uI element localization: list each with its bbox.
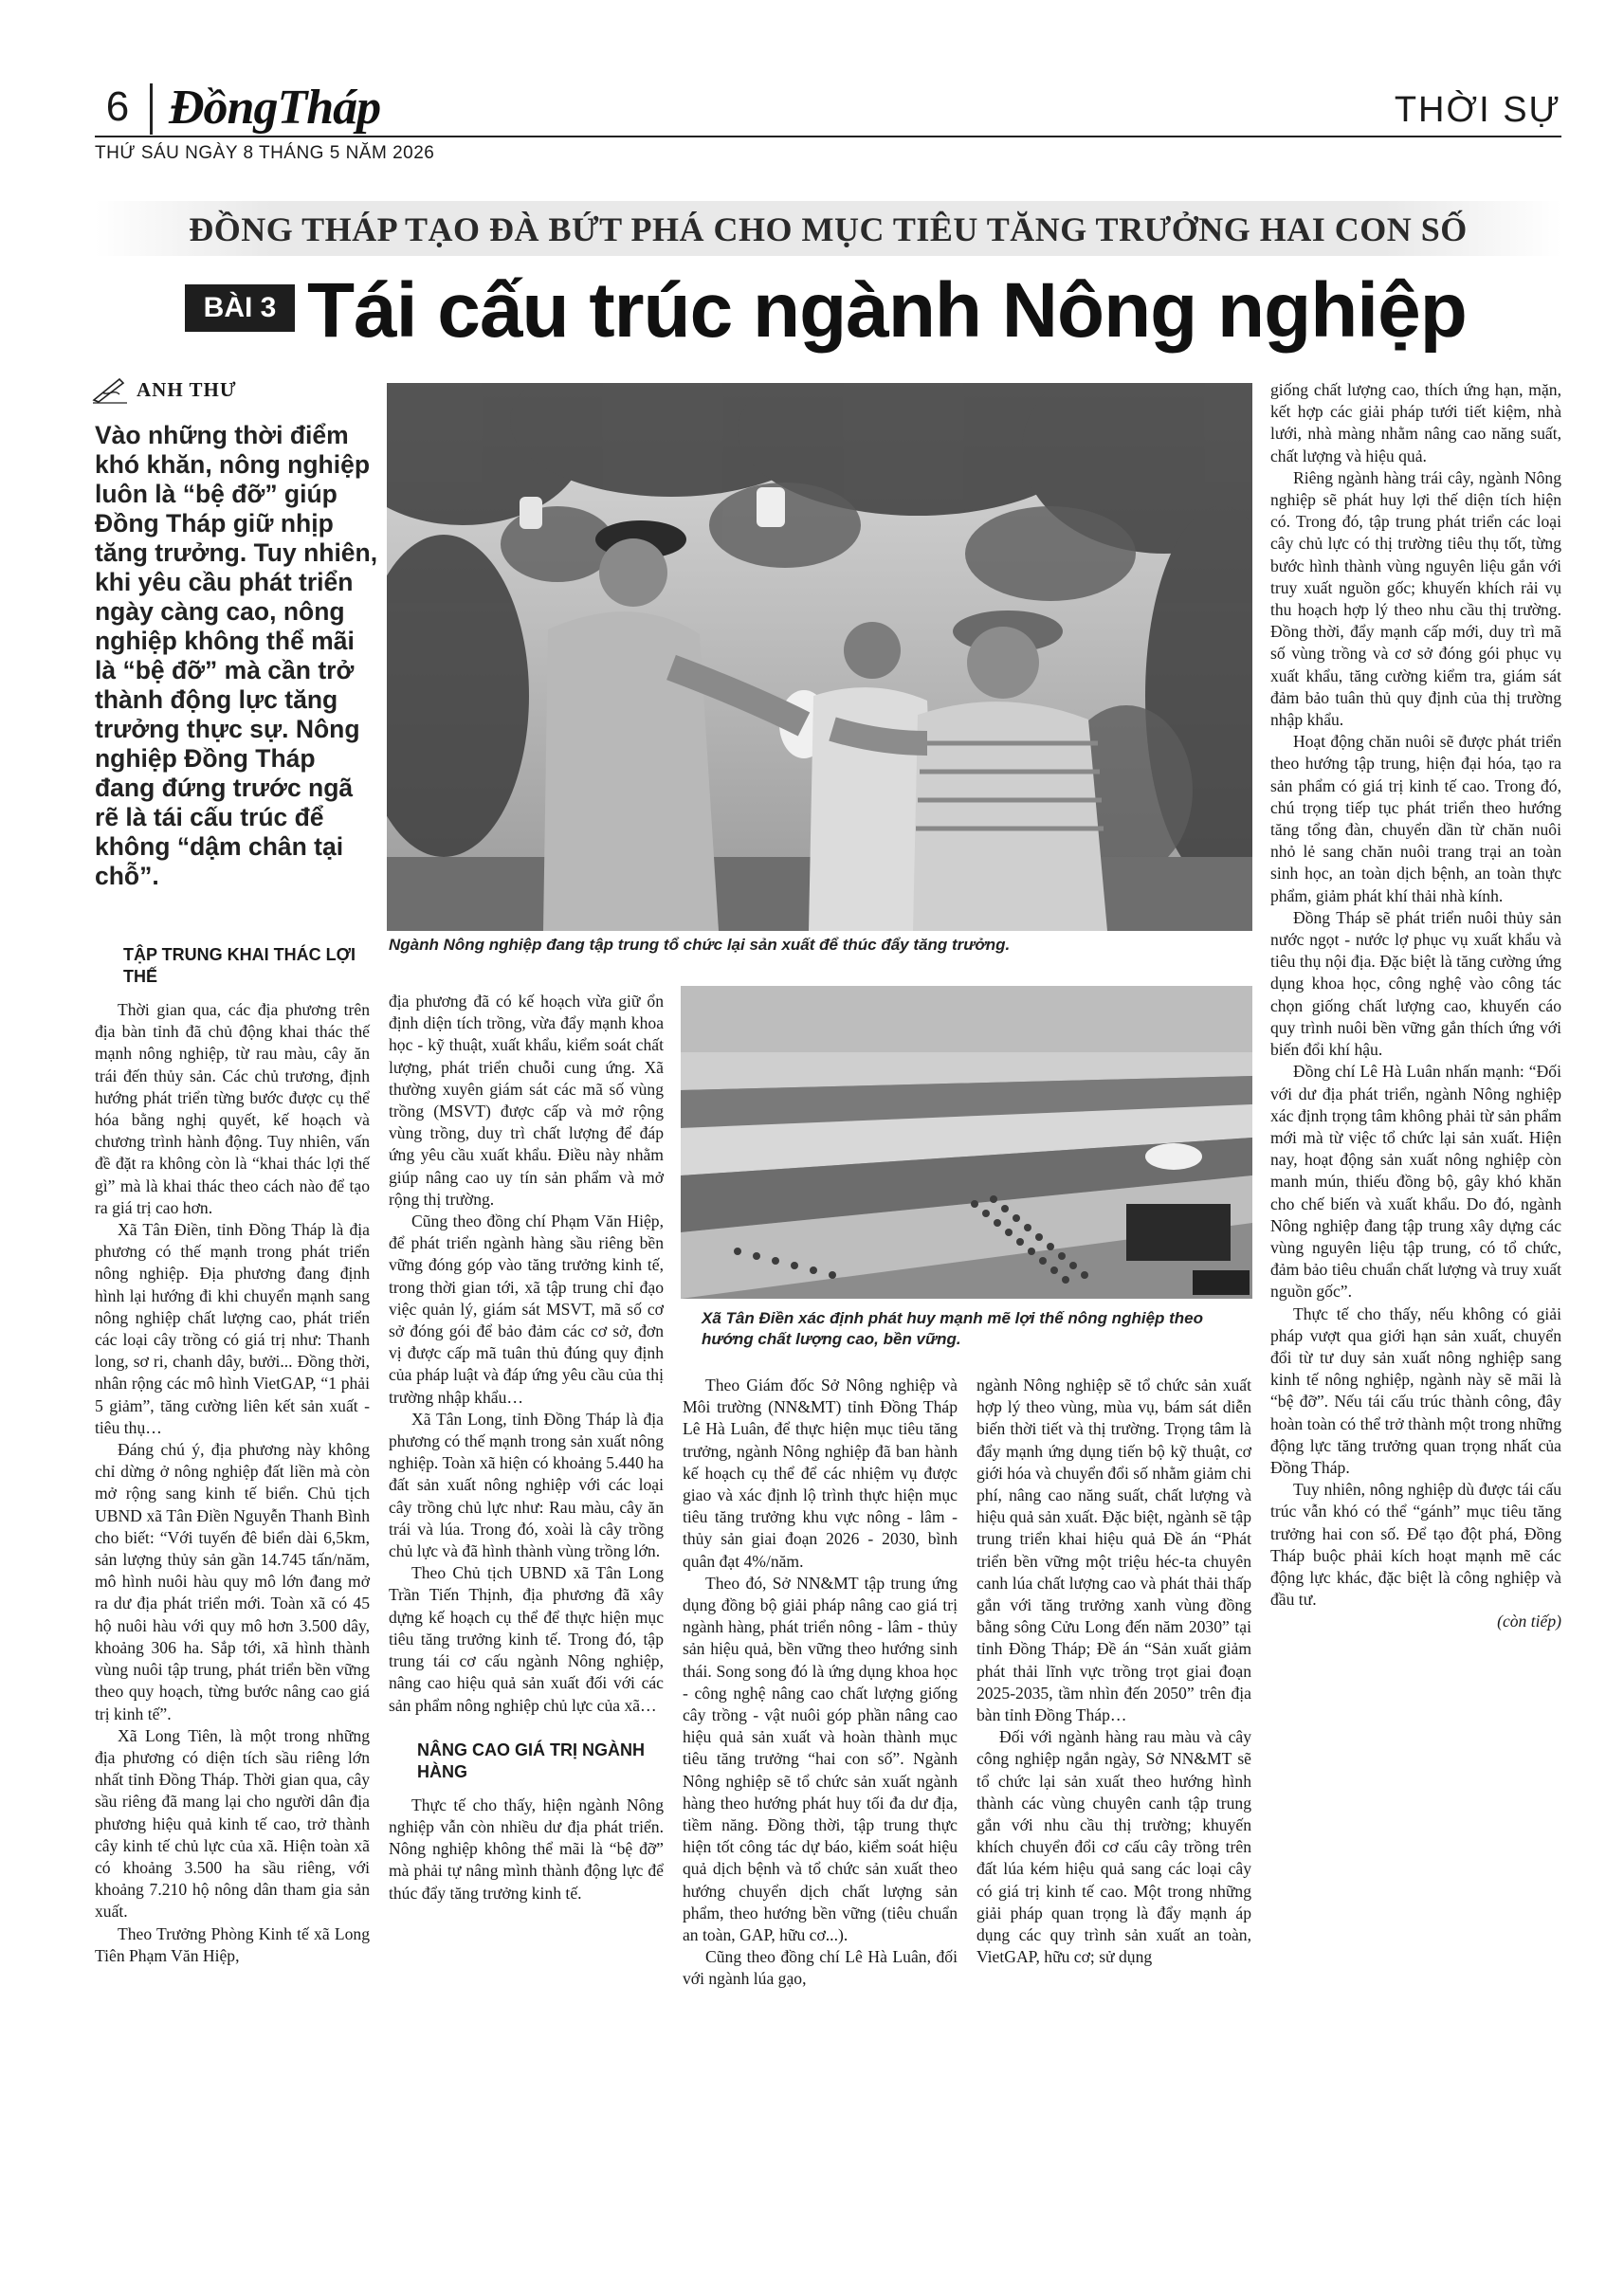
paragraph: Đối với ngành hàng rau màu và cây công nghiệp ngắn ngày, Sở NN&MT sẽ tổ chức lại sản xuất theo hướng hình thành các vùng chuyên canh tập trung gắn với nhu cầu thị trường; khuyến khích chuyển đổi cơ cấu cây trồng trên đất lúa kém hiệu quả sang các loại cây có giá trị kinh tế cao. Một trong những giải pháp quan trọng là đẩy mạnh áp dụng các quy trình sản xuất an toàn, VietGAP, hữu cơ; sử dụng — [976, 1727, 1251, 1967]
article-column-5 — [1270, 379, 1561, 1633]
subheading-2: NÂNG CAO GIÁ TRỊ NGÀNH HÀNG — [417, 1740, 645, 1781]
article-column-3 — [683, 1375, 958, 1991]
paragraph: Đồng Tháp sẽ phát triển nuôi thủy sản nước ngọt - nước lợ phục vụ xuất khẩu và tiêu thụ nội địa. Đặc biệt là tăng cường ứng dụng khoa học, công nghệ vào công tác chọn giống chất lượng cao, khuyến cáo quy trình nuôi bền vững gắn thích ứng với biến đổi khí hậu. — [1270, 907, 1561, 1060]
paragraph: ngành Nông nghiệp sẽ tổ chức sản xuất hợp lý theo vùng, mùa vụ, bám sát diễn biến thời tiết và thị trường. Trọng tâm là đẩy mạnh ứng dụng tiến bộ kỹ thuật, cơ giới hóa và chuyển đổi số nhằm giảm chi phí, nâng cao năng suất, chất lượng và hiệu quả sản xuất. Đặc biệt, ngành sẽ tập trung triển khai hiệu quả Đề án “Phát triển bền vững một triệu héc-ta chuyên canh lúa chất lượng cao và phát thải thấp gắn với tăng trưởng xanh vùng đồng bằng sông Cửu Long đến năm 2030” tại tỉnh Đồng Tháp; Đề án “Sản xuất giảm phát thải lĩnh vực trồng trọt giai đoạn 2025-2035, tầm nhìn đến 2050” trên địa bàn tỉnh Đồng Tháp… — [976, 1376, 1251, 1725]
paragraph: Xã Tân Long, tỉnh Đồng Tháp là địa phương có thế mạnh trong sản xuất nông nghiệp. Toàn xã hiện có khoảng 5.440 ha đất sản xuất nông nghiệp với các loại cây trồng chủ lực như: Rau màu, cây ăn trái và lúa. Trong đó, xoài là cây trồng chủ lực và đã hình thành vùng trồng lớn. — [389, 1409, 664, 1561]
subheading-1: TẬP TRUNG KHAI THÁC LỢI THẾ — [123, 945, 356, 986]
part-badge: BÀI 3 — [185, 284, 295, 332]
photo-aerial-farmland — [681, 986, 1252, 1299]
paragraph: Theo đó, Sở NN&MT tập trung ứng dụng đồng bộ giải pháp nâng cao giá trị ngành hàng, phát triển nông - lâm - thủy sản hiệu quả, bền vững theo hướng sinh thái. Song song đó là ứng dụng khoa học - công nghệ nâng cao chất lượng giống cây trồng - vật nuôi góp phần nâng cao hiệu quả sản xuất và hoàn thành mục tiêu tăng trưởng “hai con số”. Ngành Nông nghiệp sẽ tổ chức sản xuất ngành hàng theo hướng phát huy tối đa dư địa, tiềm năng. Đồng thời, tập trung thực hiện tốt công tác dự báo, kiểm soát hiệu quả dịch bệnh và tổ chức sản xuất theo hướng chuyển dịch chất lượng sản phẩm, theo hướng bền vững (tiêu chuẩn an toàn, GAP, hữu cơ...). — [683, 1573, 958, 1945]
headline: Tái cấu trúc ngành Nông nghiệp — [307, 267, 1467, 354]
paragraph: Hoạt động chăn nuôi sẽ được phát triển theo hướng tập trung, hiện đại hóa, tạo ra sản phẩm có giá trị kinh tế cao. Trong đó, chú trọng tiếp tục phát triển theo hướng tăng tổng đàn, chuyển dần từ chăn nuôi nhỏ lẻ sang chăn nuôi trang trại an toàn sinh học, an toàn dịch bệnh, an toàn thực phẩm, giảm phát khí thải nhà kính. — [1270, 732, 1561, 905]
paragraph: Tuy nhiên, nông nghiệp dù được tái cấu trúc vẫn khó có thể “gánh” mục tiêu tăng trưởng hai con số. Để tạo đột phá, Đồng Tháp buộc phải kích hoạt mạnh mẽ các động lực khác, đặc biệt là công nghiệp và đầu tư. — [1270, 1480, 1561, 1610]
paragraph: Đáng chú ý, địa phương này không chỉ dừng ở nông nghiệp đất liền mà còn mở rộng sang kinh tế biển. Chủ tịch UBND xã Tân Điền Nguyễn Thanh Bình cho biết: “Với tuyến đê biển dài 6,5km, sản lượng thủy sản gần 14.745 tấn/năm, mô hình nuôi hàu quy mô lớn đang mở ra dư địa phát triển mới. Toàn xã có 45 hộ nuôi hàu với quy mô hơn 3.500 dây, khoảng 306 ha. Sắp tới, xã hình thành vùng nuôi tập trung, phát triển bền vững theo quy hoạch, từng bước nâng cao giá trị kinh tế”. — [95, 1440, 370, 1723]
lead-paragraph: Vào những thời điểm khó khăn, nông nghiệp luôn là “bệ đỡ” giúp Đồng Tháp giữ nhịp tăng trưởng. Tuy nhiên, khi yêu cầu phát triển ngày càng cao, nông nghiệp không thể mãi là “bệ đỡ” mà cần trở thành động lực tăng trưởng thực sự. Nông nghiệp Đồng Tháp đang đứng trước ngã rẽ là tái cấu trúc để không “dậm chân tại chỗ”. — [95, 421, 378, 890]
pen-icon — [91, 375, 129, 404]
section-label: THỜI SỰ — [1394, 90, 1561, 130]
series-title: ĐỒNG THÁP TẠO ĐÀ BỨT PHÁ CHO MỤC TIÊU TĂNG TRƯỞNG HAI CON SỐ — [189, 210, 1468, 248]
header-rule — [95, 136, 1561, 137]
paragraph: Thực tế cho thấy, hiện ngành Nông nghiệp vẫn còn nhiều dư địa phát triển. Nông nghiệp không thể mãi là “bệ đỡ” mà phải tự nâng mình thành động lực để thúc đẩy tăng trưởng kinh tế. — [389, 1795, 664, 1903]
photo-farmers-inspecting-fruit — [387, 383, 1252, 931]
paragraph: Xã Tân Điền, tỉnh Đồng Tháp là địa phương có thế mạnh trong phát triển nông nghiệp. Địa phương đang định hình lại hướng đi khi chuyển mạnh sang nông nghiệp chất lượng cao, phát triển các loại cây trồng có giá trị như: Thanh long, sơ ri, chanh dây, bưởi... Đồng thời, nhân rộng các mô hình VietGAP, “1 phải 5 giảm”, tăng cường liên kết sản xuất - tiêu thụ… — [95, 1220, 370, 1437]
paragraph: Theo Giám đốc Sở Nông nghiệp và Môi trường (NN&MT) tỉnh Đồng Tháp Lê Hà Luân, để thực hiện mục tiêu tăng trưởng, ngành Nông nghiệp đã ban hành kế hoạch cụ thể để các nhiệm vụ được giao và xác định lộ trình thực hiện mục tiêu tăng trưởng khu vực nông - lâm - thủy sản giai đoạn 2026 - 2030, bình quân đạt 4%/năm. — [683, 1376, 958, 1571]
paragraph: địa phương đã có kế hoạch vừa giữ ổn định diện tích trồng, vừa đẩy mạnh khoa học - kỹ thuật, xuất khẩu, kiểm soát chất lượng, phát triển chuỗi cung ứng. Xã thường xuyên giám sát các mã số vùng trồng (MSVT) được cấp và mở rộng vùng trồng, duy trì chất lượng để đáp ứng yêu cầu xuất khẩu. Điều này nhằm giúp nâng cao uy tín sản phẩm và mở rộng thị trường. — [389, 992, 664, 1209]
paragraph: Đồng chí Lê Hà Luân nhấn mạnh: “Đối với dư địa phát triển, ngành Nông nghiệp xác định trọng tâm không phải từ sản phẩm mới mà từ việc tổ chức lại sản xuất. Hiện nay, hoạt động sản xuất nông nghiệp còn manh mún, thiếu đồng bộ, gây khó khăn cho chế biến và xuất khẩu. Do đó, ngành Nông nghiệp đang tập trung xây dựng các vùng nguyên liệu tập trung, có tổ chức, đảm bảo tiêu chuẩn chất lượng và truy xuất nguồn gốc”. — [1270, 1062, 1561, 1302]
paragraph: Xã Long Tiên, là một trong những địa phương có diện tích sầu riêng lớn nhất tỉnh Đồng Tháp. Thời gian qua, cây sầu riêng đã mang lại cho người dân địa phương hiệu quả kinh tế cao, trở thành cây kinh tế chủ lực của xã. Hiện toàn xã có khoảng 3.500 ha sầu riêng, với khoảng 7.210 hộ nông dân tham gia sản xuất. — [95, 1725, 370, 1922]
byline: ANH THƯ — [137, 378, 237, 401]
issue-date: THỨ SÁU NGÀY 8 THÁNG 5 NĂM 2026 — [95, 143, 435, 163]
masthead-divider — [150, 83, 153, 135]
paragraph: Riêng ngành hàng trái cây, ngành Nông nghiệp sẽ phát huy lợi thế diện tích hiện có. Trong đó, tập trung phát triển các loại cây chủ lực có thị trường tiêu thụ tốt, từng bước hình thành vùng nguyên liệu gắn với truy xuất nguồn gốc; khuyến khích rải vụ thu hoạch hợp lý theo nhu cầu thị trường. Đồng thời, đẩy mạnh cấp mới, duy trì mã số vùng trồng và cơ sở đóng gói phục vụ xuất khẩu, tăng cường kiểm tra, giám sát đảm bảo tuân thủ quy định của thị trường nhập khẩu. — [1270, 467, 1561, 730]
page-number: 6 — [105, 83, 130, 130]
photo-2-caption: Xã Tân Điền xác định phát huy mạnh mẽ lợi thế nông nghiệp theo hướng chất lượng cao, bền vững. — [702, 1309, 1204, 1348]
paragraph: Thời gian qua, các địa phương trên địa bàn tỉnh đã chủ động khai thác thế mạnh nông nghiệp, từ rau màu, cây ăn trái đến thủy sản. Các chủ trương, định hướng phát triển từng bước được cụ thể hóa bằng nghị quyết, kế hoạch và chương trình hành động. Tuy nhiên, vấn đề đặt ra không còn là “khai thác lợi thế gì” mà là khai thác theo cách nào để tạo ra giá trị cao hơn. — [95, 1000, 370, 1217]
paragraph: Theo Chủ tịch UBND xã Tân Long Trần Tiến Thịnh, địa phương đã xây dựng kế hoạch cụ thể để thực hiện mục tiêu tăng trưởng kinh tế. Trong đó, tập trung tái cơ cấu ngành Nông nghiệp, nâng cao hiệu quả sản xuất đối với các sản phẩm nông nghiệp chủ lực của xã… — [389, 1563, 664, 1715]
paragraph: giống chất lượng cao, thích ứng hạn, mặn, kết hợp các giải pháp tưới tiết kiệm, nhà lưới, nhà màng nhằm nâng cao năng suất, chất lượng và hiệu quả. — [1270, 380, 1561, 465]
paragraph: Cũng theo đồng chí Lê Hà Luân, đối với ngành lúa gạo, — [683, 1947, 958, 1989]
newspaper-masthead: ĐồngTháp — [169, 81, 381, 135]
paragraph: Theo Trưởng Phòng Kinh tế xã Long Tiên Phạm Văn Hiệp, — [95, 1923, 370, 1965]
article-column-1 — [95, 937, 370, 1967]
article-column-4 — [976, 1375, 1251, 1968]
photo-1-caption: Ngành Nông nghiệp đang tập trung tổ chức lại sản xuất để thúc đẩy tăng trưởng. — [389, 936, 1011, 954]
article-column-2 — [389, 991, 664, 1904]
continued-note: (còn tiếp) — [1497, 1612, 1561, 1631]
paragraph: Cũng theo đồng chí Phạm Văn Hiệp, để phát triển ngành hàng sầu riêng bền vững đóng góp vào tăng trưởng kinh tế, trong thời gian tới, xã tập trung chỉ đạo việc quản lý, giám sát MSVT, mã số cơ sở đóng gói để bảo đảm các cơ sở, đơn vị được cấp mã tuân thủ đúng quy định của pháp luật và đáp ứng yêu cầu của thị trường nhập khẩu… — [389, 1212, 664, 1407]
paragraph: Thực tế cho thấy, nếu không có giải pháp vượt qua giới hạn sản xuất, chuyển đổi từ tư duy sản xuất nông nghiệp sang kinh tế nông nghiệp, ngành này sẽ mãi là “bệ đỡ”. Nếu tái cấu trúc thành công, đây hoàn toàn có thể trở thành một trong những động lực tăng trưởng quan trọng nhất của Đồng Tháp. — [1270, 1303, 1561, 1477]
